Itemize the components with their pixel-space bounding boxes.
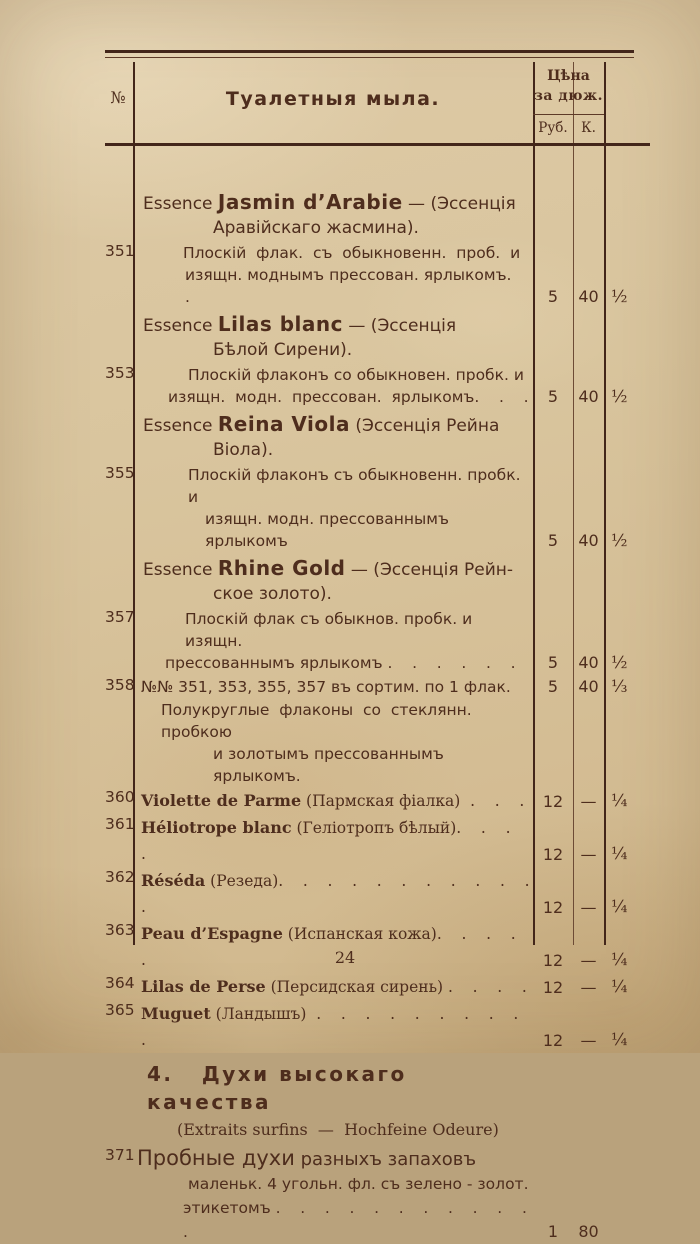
- text-run: Аравійскаго жасмина).: [213, 218, 419, 238]
- text-run: изящн. моднымъ прессован. ярлыкомъ. .: [185, 266, 532, 306]
- row-text: [133, 556, 533, 606]
- text-run: Peau d’Espagne: [141, 924, 283, 943]
- price-kopecks: 40: [578, 653, 599, 672]
- text-run: (Геліотропъ бѣлый). . . .: [141, 819, 531, 863]
- text-run: (Ландышъ) . . . . . . . . . .: [141, 1005, 538, 1049]
- price-rubles: 5: [547, 653, 559, 672]
- text-run: маленьк. 4 угольн. фл. съ зелено - золот.: [188, 1175, 529, 1193]
- dozen-fraction: ¼: [611, 950, 628, 970]
- price-rubles: 12: [542, 1031, 564, 1050]
- table-row: [105, 556, 650, 606]
- text-run: Essence: [143, 316, 218, 336]
- number-column-header: №: [110, 88, 126, 107]
- price-label-line1: Цѣна: [547, 68, 590, 84]
- row-text: [133, 312, 533, 362]
- row-text: [133, 364, 533, 408]
- table-title: Туалетныя мыла.: [225, 88, 441, 110]
- price-header-divider: [533, 114, 604, 115]
- text-run: Плоскій флак съ обыкнов. пробк. и изящн.: [185, 610, 478, 650]
- table-row: [105, 312, 650, 362]
- text-run: (Extraits surfins — Hochfeine Odeure): [177, 1120, 499, 1139]
- text-line: [133, 868, 550, 920]
- table-row: [105, 1001, 650, 1053]
- row-text: [133, 699, 533, 787]
- text-run: Бѣлой Сирени).: [213, 340, 353, 360]
- text-run: Violette de Parme: [141, 791, 302, 810]
- text-run: Плоскій флак. съ обыкновенн. проб. и: [183, 244, 521, 262]
- text-line: [133, 216, 533, 240]
- row-text: [133, 242, 533, 308]
- table-row: [105, 1061, 650, 1143]
- text-run: Віола).: [213, 440, 274, 460]
- dozen-fraction: ¼: [611, 1030, 628, 1050]
- price-rubles: 12: [542, 845, 564, 864]
- text-line: [133, 556, 533, 582]
- price-kopecks: —: [580, 1031, 597, 1050]
- table-row: [105, 242, 650, 308]
- price-kopecks: 40: [578, 387, 599, 406]
- text-run: Lilas de Perse: [141, 977, 266, 996]
- row-text: [133, 815, 533, 867]
- text-run: ское золото).: [213, 584, 332, 604]
- kopecks-column-header: К.: [581, 120, 596, 136]
- row-number: 365: [105, 1001, 135, 1019]
- text-run: (Резеда). . . . . . . . . . . .: [141, 872, 550, 916]
- text-line: [133, 264, 533, 308]
- text-line: [133, 974, 533, 1000]
- price-rubles: 5: [547, 287, 559, 306]
- text-run: (Персидская сирень) . . . .: [265, 978, 527, 996]
- text-line: [133, 652, 533, 674]
- row-number: 357: [105, 608, 135, 626]
- text-run: — (Эссенція: [343, 316, 457, 336]
- text-run: разныхъ запаховъ: [294, 1149, 477, 1170]
- row-number: 351: [105, 242, 135, 260]
- text-run: — (Эссенція Рейн-: [345, 560, 514, 580]
- text-run: и золотымъ прессованнымъ ярлыкомъ.: [213, 745, 449, 785]
- text-run: Lilas blanc: [217, 312, 343, 336]
- text-line: [133, 676, 533, 698]
- price-rubles: 12: [542, 898, 564, 917]
- text-run: Essence: [143, 416, 218, 436]
- text-line: [133, 338, 533, 362]
- text-line: [133, 1061, 533, 1117]
- row-text: [133, 1001, 538, 1053]
- text-line: [133, 242, 533, 264]
- text-line: [133, 190, 533, 216]
- price-kopecks: —: [580, 792, 597, 811]
- row-number: 360: [105, 788, 135, 806]
- price-rubles: 5: [547, 531, 559, 550]
- table-row: [105, 868, 650, 920]
- table-row: [105, 190, 650, 240]
- text-run: Essence: [143, 560, 218, 580]
- text-run: Héliotrope blanc: [141, 818, 292, 837]
- text-line: [133, 386, 533, 408]
- price-kopecks: 40: [578, 531, 599, 550]
- text-run: Плоскій флаконъ съ обыкновенн. пробк. и: [188, 466, 526, 506]
- text-run: Jasmin d’Arabie: [217, 190, 403, 214]
- price-label-line2: за дюж.: [533, 88, 604, 104]
- top-double-rule: [105, 50, 634, 58]
- table-row: [105, 815, 650, 867]
- table-row: [105, 974, 650, 1000]
- table-row: [105, 464, 650, 552]
- table-row: [105, 364, 650, 408]
- text-line: [133, 312, 533, 338]
- row-text: [133, 1146, 547, 1244]
- page-number: 24: [334, 948, 356, 967]
- dozen-fraction: ½: [611, 653, 628, 673]
- row-number: 362: [105, 868, 135, 886]
- price-rubles: 1: [547, 1222, 559, 1241]
- row-text: [133, 868, 550, 920]
- text-run: прессованнымъ ярлыкомъ . . . . . .: [165, 654, 516, 672]
- table-row: [105, 788, 650, 814]
- text-run: Полукруглые флаконы со стеклянн. пробкою: [161, 701, 482, 741]
- text-run: Пробные духи: [137, 1146, 295, 1170]
- text-run: Rhine Gold: [217, 556, 346, 580]
- text-run: Reina Viola: [217, 412, 350, 436]
- text-run: этикетомъ . . . . . . . . . . . .: [183, 1199, 547, 1241]
- price-rubles: 5: [547, 387, 559, 406]
- dozen-fraction: ½: [611, 387, 628, 407]
- row-text: [133, 974, 533, 1000]
- dozen-fraction: ¼: [611, 977, 628, 997]
- row-text: [133, 190, 533, 240]
- price-rubles: 12: [542, 951, 564, 970]
- row-number: 358: [105, 676, 135, 694]
- price-rubles: 12: [542, 978, 564, 997]
- text-line: [133, 508, 533, 552]
- dozen-fraction: ½: [611, 287, 628, 307]
- text-line: [133, 438, 533, 462]
- price-kopecks: —: [580, 978, 597, 997]
- text-line: [133, 1196, 547, 1244]
- price-column-header: [533, 58, 604, 143]
- row-number: 353: [105, 364, 135, 382]
- text-run: Muguet: [141, 1004, 211, 1023]
- text-run: №№ 351, 353, 355, 357 въ сортим. по 1 флак.: [141, 678, 511, 696]
- price-kopecks: 40: [578, 677, 599, 696]
- row-number: 363: [105, 921, 135, 939]
- dozen-fraction: ¼: [611, 897, 628, 917]
- text-run: изящн. модн. прессован. ярлыкомъ. . .: [168, 388, 529, 406]
- text-line: [133, 412, 533, 438]
- table-row: [105, 412, 650, 462]
- table-row: [105, 1146, 650, 1244]
- row-number: 364: [105, 974, 135, 992]
- table-row: [105, 676, 650, 698]
- text-line: [133, 1146, 533, 1172]
- text-run: Essence: [143, 194, 218, 214]
- dozen-fraction: ¼: [611, 844, 628, 864]
- text-line: [133, 464, 533, 508]
- price-kopecks: 40: [578, 287, 599, 306]
- text-run: изящн. модн. прессованнымъ ярлыкомъ: [205, 510, 454, 550]
- text-run: 4. Духи высокаго качества: [147, 1062, 417, 1114]
- text-line: [133, 1001, 538, 1053]
- text-run: — (Эссенція: [402, 194, 516, 214]
- text-line: [133, 582, 533, 606]
- row-text: [133, 1061, 533, 1143]
- price-kopecks: —: [580, 898, 597, 917]
- rubles-column-header: Руб.: [538, 120, 568, 136]
- text-line: [133, 743, 533, 787]
- text-line: [133, 1172, 533, 1196]
- price-rubles: 12: [542, 792, 564, 811]
- row-text: [133, 788, 533, 814]
- table-body: [105, 146, 650, 1244]
- price-rubles: 5: [547, 677, 559, 696]
- row-number: 361: [105, 815, 135, 833]
- row-text: [133, 412, 533, 462]
- row-number: 355: [105, 464, 135, 482]
- text-run: (Эссенція Рейна: [350, 416, 500, 436]
- text-line: [133, 364, 533, 386]
- text-line: [133, 815, 533, 867]
- text-run: (Испанская кожа). . . . .: [141, 925, 536, 969]
- row-text: [133, 676, 533, 698]
- dozen-fraction: ⅓: [611, 677, 628, 697]
- table-row: [105, 699, 650, 787]
- price-kopecks: —: [580, 845, 597, 864]
- price-kopecks: 80: [578, 1222, 599, 1241]
- text-run: Réséda: [141, 871, 206, 890]
- text-line: [133, 1117, 533, 1143]
- price-kopecks: —: [580, 951, 597, 970]
- row-text: [133, 464, 533, 552]
- text-line: [133, 788, 533, 814]
- text-run: (Пармская фіалка) . . .: [301, 792, 525, 810]
- text-run: Плоскій флаконъ со обыкновен. пробк. и: [188, 366, 524, 384]
- dozen-fraction: ¼: [611, 791, 628, 811]
- text-line: [133, 699, 533, 743]
- row-text: [133, 608, 533, 674]
- table-row: [105, 608, 650, 674]
- dozen-fraction: ½: [611, 531, 628, 551]
- table-header: [105, 58, 650, 143]
- text-line: [133, 608, 533, 652]
- row-number: 371: [105, 1146, 135, 1164]
